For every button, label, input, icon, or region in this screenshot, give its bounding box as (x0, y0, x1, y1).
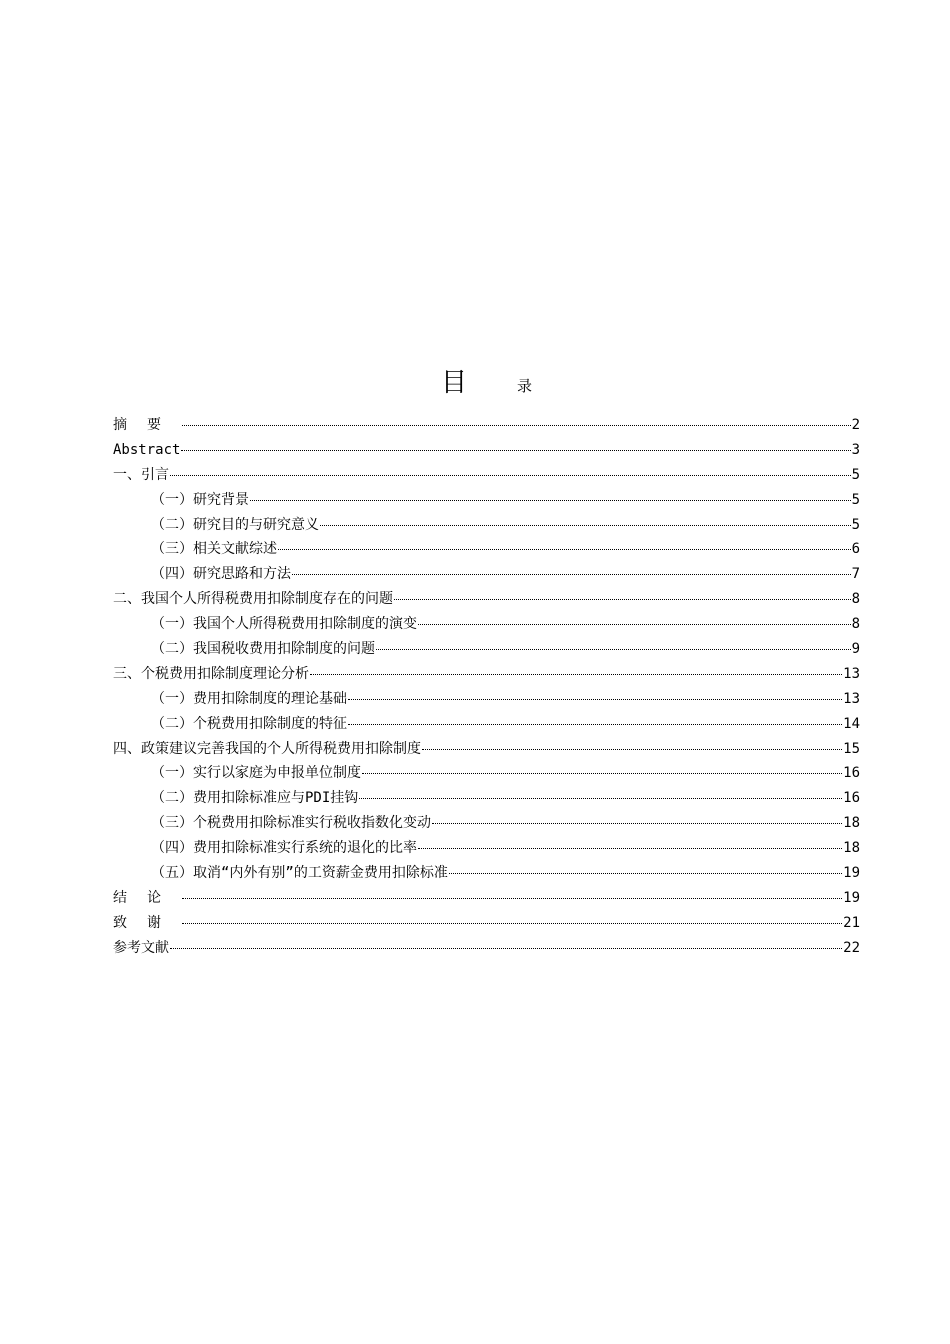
toc-leader-dots (418, 836, 842, 849)
toc-entry-page-number: 21 (843, 914, 860, 931)
toc-entry[interactable] (113, 687, 860, 712)
toc-entry[interactable] (113, 662, 860, 687)
toc-entry-page-number: 8 (851, 616, 860, 633)
toc-leader-dots (170, 936, 842, 949)
toc-leader-dots (418, 612, 851, 625)
toc-entry-label: （四）费用扣除标准实行系统的退化的比率 (151, 840, 417, 857)
toc-leader-dots (182, 413, 851, 426)
toc-entry-page-number: 19 (843, 865, 860, 882)
toc-entry-label: 四、政策建议完善我国的个人所得税费用扣除制度 (113, 740, 421, 757)
toc-entry-page-number: 16 (843, 765, 860, 782)
toc-entry-page-number: 22 (843, 939, 860, 956)
toc-entry[interactable] (113, 786, 860, 811)
toc-entry-label: （一）实行以家庭为申报单位制度 (151, 765, 361, 782)
toc-leader-dots (348, 712, 842, 725)
toc-entry-page-number: 16 (843, 790, 860, 807)
toc-entry-label: 结论 (113, 889, 181, 906)
toc-entry-page-number: 13 (843, 690, 860, 707)
toc-entry-page-number: 3 (851, 441, 860, 458)
toc-leader-dots (310, 662, 842, 675)
toc-entry-page-number: 15 (843, 740, 860, 757)
toc-leader-dots (432, 811, 842, 824)
toc-leader-dots (292, 562, 851, 575)
toc-entry-label: （二）我国税收费用扣除制度的问题 (151, 641, 375, 658)
toc-leader-dots (320, 513, 851, 526)
toc-entry-page-number: 5 (851, 466, 860, 483)
toc-entry-label: 摘要 (113, 417, 181, 433)
toc-entry[interactable] (113, 488, 860, 513)
toc-entry[interactable] (113, 911, 860, 936)
toc-leader-dots (449, 861, 842, 874)
toc-entry-label: （五）取消“内外有别”的工资薪金费用扣除标准 (151, 865, 448, 882)
toc-entry[interactable] (113, 886, 860, 911)
toc-entry-label: 致谢 (113, 914, 181, 931)
toc-leader-dots (362, 761, 842, 774)
toc-entry-page-number: 14 (843, 715, 860, 732)
toc-entry-page-number: 6 (851, 541, 860, 558)
toc-entry-page-number: 19 (843, 889, 860, 906)
toc-entry[interactable] (113, 737, 860, 762)
toc-entry-label: （四）研究思路和方法 (151, 566, 291, 583)
toc-entry[interactable] (113, 562, 860, 587)
toc-title (0, 368, 950, 404)
toc-entry-page-number: 2 (851, 417, 860, 433)
toc-entry-page-number: 5 (851, 491, 860, 508)
toc-leader-dots (182, 886, 842, 899)
toc-entry-label: （二）个税费用扣除制度的特征 (151, 715, 347, 732)
toc-title-char-2: 录 (517, 377, 533, 395)
toc-entry[interactable] (113, 936, 860, 961)
toc-entry-page-number: 5 (851, 516, 860, 533)
table-of-contents (113, 413, 860, 961)
toc-entry-label: 三、个税费用扣除制度理论分析 (113, 665, 309, 682)
toc-leader-dots (170, 463, 851, 476)
toc-entry-label: （一）我国个人所得税费用扣除制度的演变 (151, 616, 417, 633)
toc-entry-label: （三）相关文献综述 (151, 541, 277, 558)
toc-entry[interactable] (113, 513, 860, 538)
toc-entry[interactable] (113, 438, 860, 463)
toc-leader-dots (376, 637, 851, 650)
toc-entry[interactable] (113, 637, 860, 662)
toc-entry[interactable] (113, 811, 860, 836)
toc-entry-label: Abstract (113, 441, 181, 458)
toc-entry[interactable] (113, 612, 860, 637)
toc-entry-page-number: 7 (851, 566, 860, 583)
toc-leader-dots (348, 687, 842, 700)
toc-entry-page-number: 8 (851, 591, 860, 608)
toc-entry[interactable] (113, 463, 860, 488)
toc-entry[interactable] (113, 761, 860, 786)
toc-leader-dots (182, 911, 842, 924)
toc-entry-page-number: 9 (851, 641, 860, 658)
toc-entry[interactable] (113, 413, 860, 438)
toc-entry-label: 一、引言 (113, 466, 169, 483)
toc-entry-label: （一）研究背景 (151, 491, 249, 508)
toc-entry[interactable] (113, 537, 860, 562)
toc-title-char-1: 目 (441, 368, 468, 398)
toc-entry-label: （二）研究目的与研究意义 (151, 516, 319, 533)
toc-entry-page-number: 18 (843, 815, 860, 832)
toc-leader-dots (250, 488, 851, 501)
toc-entry-page-number: 13 (843, 665, 860, 682)
toc-entry-label: （二）费用扣除标准应与PDI挂钩 (151, 790, 359, 807)
toc-leader-dots (181, 438, 850, 451)
toc-entry[interactable] (113, 712, 860, 737)
toc-entry-label: 二、我国个人所得税费用扣除制度存在的问题 (113, 591, 393, 608)
toc-leader-dots (422, 737, 842, 750)
toc-entry[interactable] (113, 861, 860, 886)
toc-entry-label: 参考文献 (113, 939, 169, 956)
toc-entry[interactable] (113, 836, 860, 861)
toc-leader-dots (394, 587, 851, 600)
toc-leader-dots (359, 786, 842, 799)
toc-entry-label: （一）费用扣除制度的理论基础 (151, 690, 347, 707)
toc-entry-page-number: 18 (843, 840, 860, 857)
toc-leader-dots (278, 537, 851, 550)
toc-entry-label: （三）个税费用扣除标准实行税收指数化变动 (151, 815, 431, 832)
toc-entry[interactable] (113, 587, 860, 612)
